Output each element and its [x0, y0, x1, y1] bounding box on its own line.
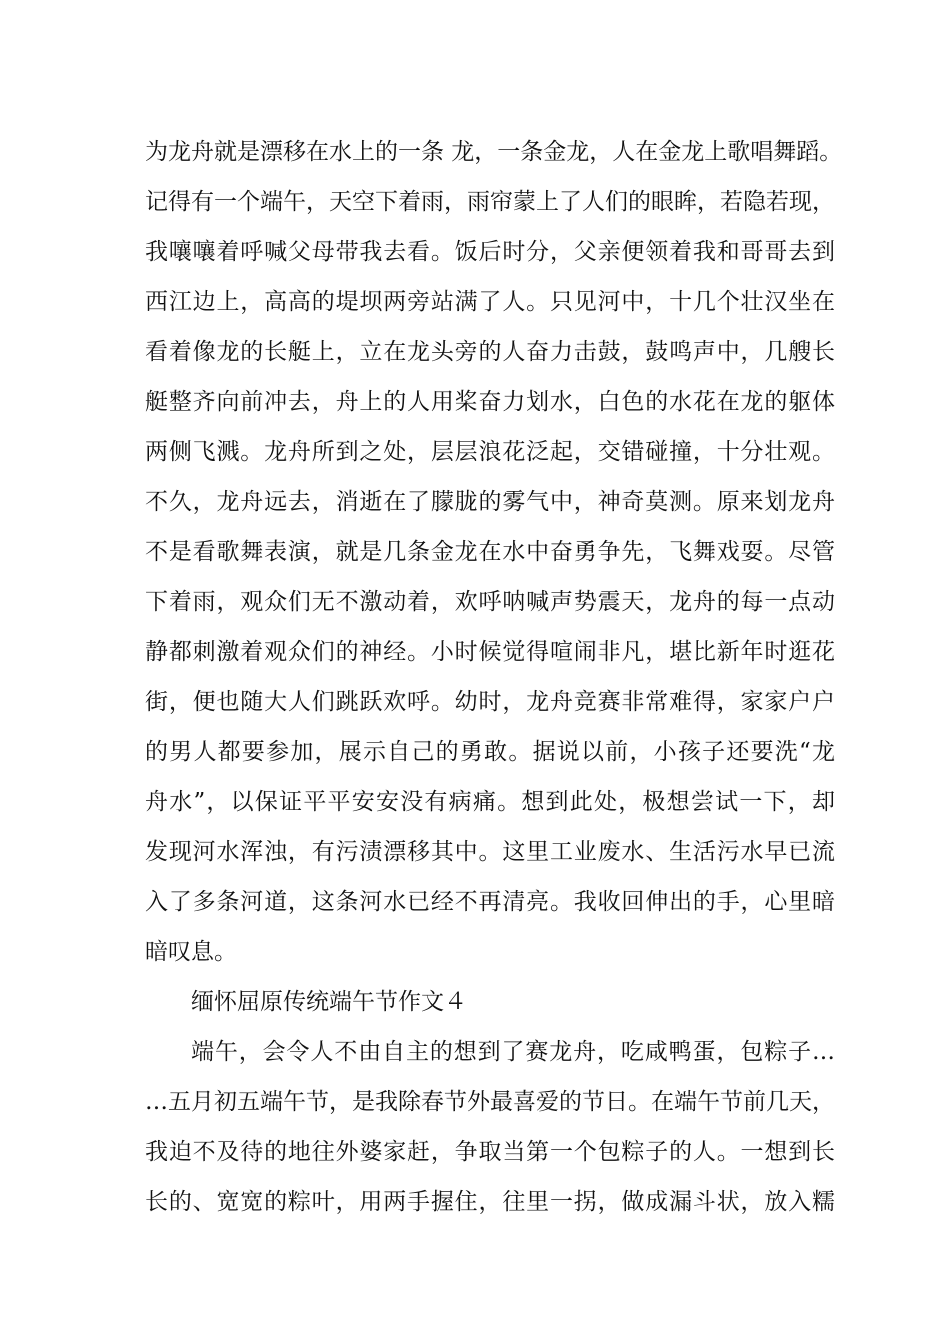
- text-line: 两侧飞溅。龙舟所到之处，层层浪花泛起，交错碰撞，十分壮观。: [145, 439, 835, 465]
- paragraph-dragon-boat-festival: [145, 1027, 835, 1227]
- text-line: 的男人都要参加，展示自己的勇敢。据说以前，小孩子还要洗“龙: [145, 739, 835, 765]
- text-line: 我嚷嚷着呼喊父母带我去看。饭后时分，父亲便领着我和哥哥去到: [145, 239, 835, 265]
- text-line: 看着像龙的长艇上，立在龙头旁的人奋力击鼓，鼓鸣声中，几艘长: [145, 339, 835, 365]
- text-line: 暗叹息。: [145, 939, 237, 965]
- text-line: 记得有一个端午，天空下着雨，雨帘蒙上了人们的眼眸，若隐若现，: [145, 189, 835, 215]
- paragraph-dragon-boat-memory: [145, 127, 843, 977]
- section-heading: 缅怀屈原传统端午节作文４: [191, 989, 467, 1015]
- text-line: 街，便也随大人们跳跃欢呼。幼时，龙舟竞赛非常难得，家家户户: [145, 689, 835, 715]
- text-line: 静都刺激着观众们的神经。小时候觉得喧闹非凡，堪比新年时逛花: [145, 639, 835, 665]
- text-line: 西江边上，高高的堤坝两旁站满了人。只见河中，十几个壮汉坐在: [145, 289, 835, 315]
- document-body: [145, 127, 843, 1227]
- text-line: 下着雨，观众们无不激动着，欢呼呐喊声势震天，龙舟的每一点动: [145, 589, 835, 615]
- text-line: …五月初五端午节，是我除春节外最喜爱的节日。在端午节前几天，: [145, 1089, 835, 1115]
- text-line: 长的、宽宽的粽叶，用两手握住，往里一拐，做成漏斗状，放入糯: [145, 1189, 835, 1215]
- text-line: 为龙舟就是漂移在水上的一条 龙，一条金龙，人在金龙上歌唱舞蹈。: [145, 139, 843, 165]
- text-line: 我迫不及待的地往外婆家赶，争取当第一个包粽子的人。一想到长: [145, 1139, 835, 1165]
- text-line: 不是看歌舞表演，就是几条金龙在水中奋勇争先，飞舞戏耍。尽管: [145, 539, 835, 565]
- text-line: 艇整齐向前冲去，舟上的人用桨奋力划水，白色的水花在龙的躯体: [145, 389, 835, 415]
- text-line: 舟水”，以保证平平安安没有病痛。想到此处，极想尝试一下，却: [145, 789, 835, 815]
- text-line: 端午，会令人不由自主的想到了赛龙舟，吃咸鸭蛋，包粽子…: [191, 1039, 835, 1065]
- text-line: 入了多条河道，这条河水已经不再清亮。我收回伸出的手，心里暗: [145, 889, 835, 915]
- text-line: 发现河水浑浊，有污渍漂移其中。这里工业废水、生活污水早已流: [145, 839, 835, 865]
- text-line: 不久，龙舟远去，消逝在了朦胧的雾气中，神奇莫测。原来划龙舟: [145, 489, 835, 515]
